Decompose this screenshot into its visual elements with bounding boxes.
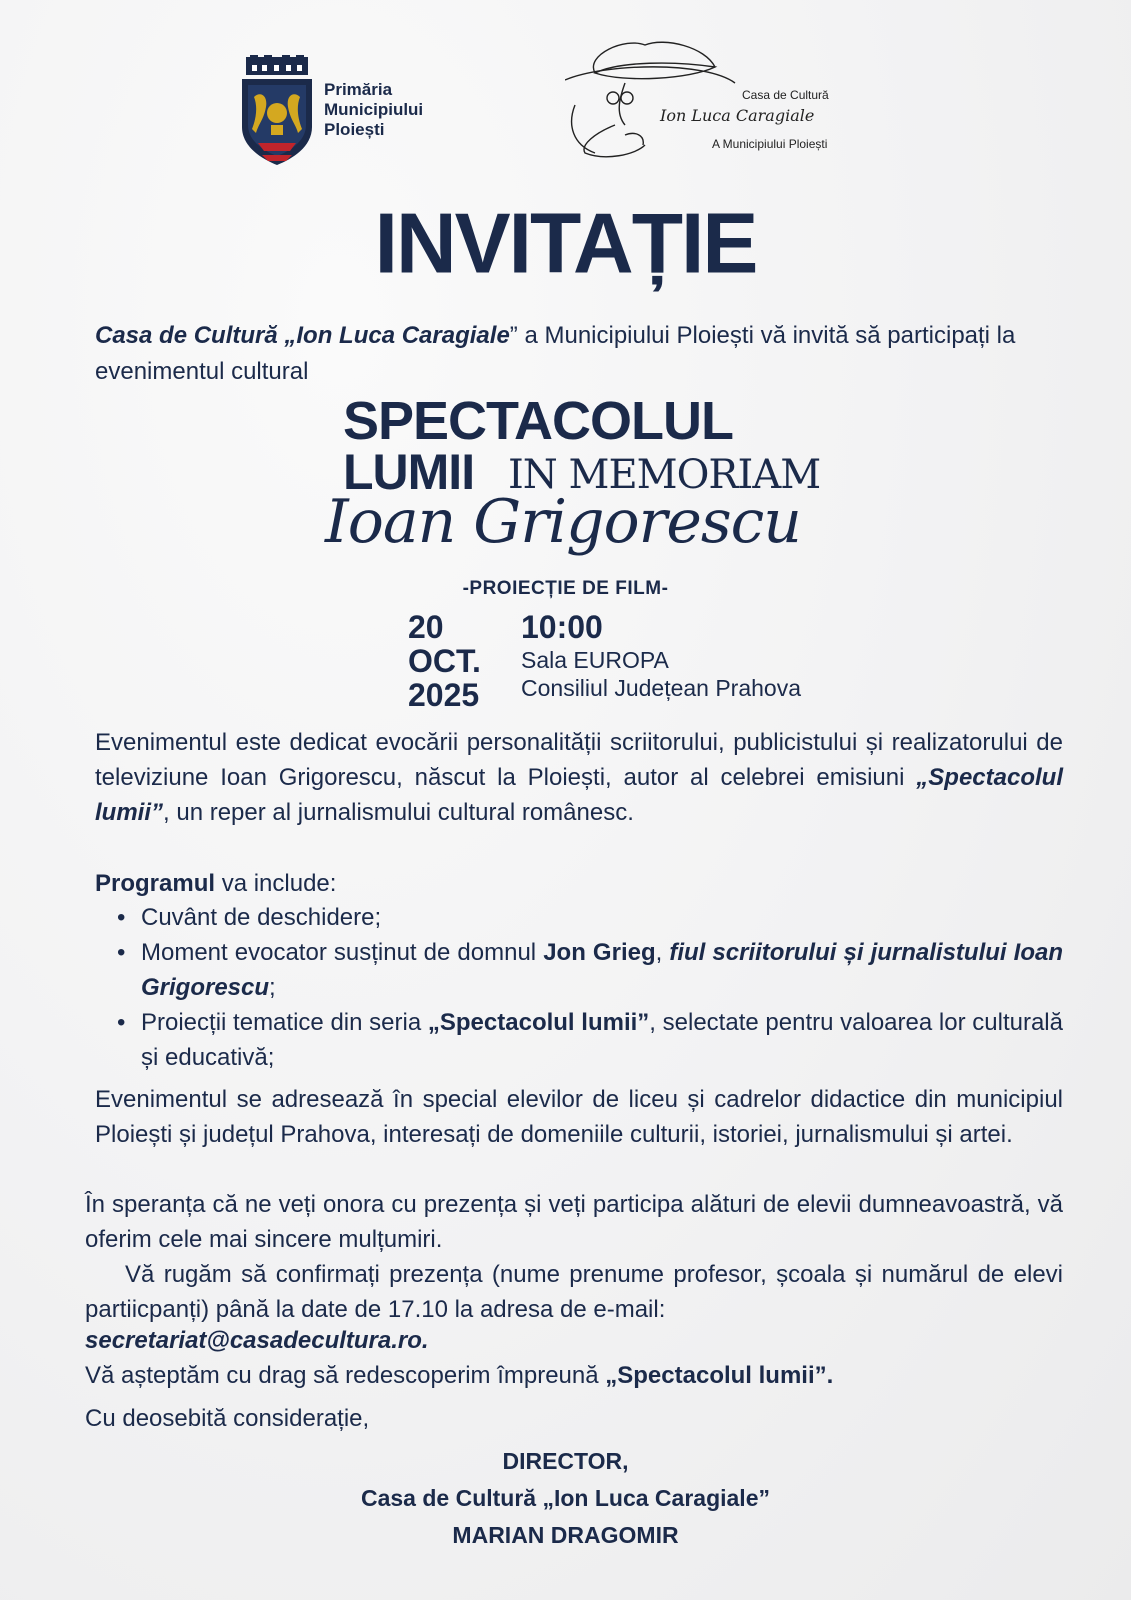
- intro-paragraph: [95, 318, 1045, 390]
- list-item-text: ,: [655, 939, 670, 966]
- event-type: -PROIECȚIE DE FILM-: [462, 578, 669, 599]
- list-item-text: ;: [269, 974, 276, 1001]
- event-month: OCT.: [408, 643, 481, 679]
- guest-description: fiul scriitorului și jurnalistului Ioan Grigorescu: [141, 939, 1063, 1001]
- list-item: [115, 935, 1063, 1005]
- list-item-text: Proiecții tematice din seria: [141, 1009, 428, 1036]
- program-text: va include:: [215, 870, 337, 897]
- event-memoriam: IN MEMORIAM: [508, 452, 821, 498]
- signature-organization: Casa de Cultură „Ion Luca Caragiale”: [360, 1485, 770, 1511]
- casa-cultura-script-name: Ion Luca Caragiale: [660, 106, 815, 125]
- primaria-name: [324, 80, 423, 140]
- list-item: [115, 1005, 1063, 1075]
- program-list: [115, 900, 1063, 1075]
- intro-text: ” a Municipiului Ploiești vă invită să participați la evenimentul cultural: [95, 322, 1016, 385]
- primaria-line-2: Municipiului: [324, 100, 424, 119]
- signature-name: MARIAN DRAGOMIR: [452, 1522, 679, 1548]
- event-honoree-name: Ioan Grigorescu: [325, 487, 801, 557]
- page-title: INVITAȚIE: [374, 195, 757, 291]
- ploiesti-coat-of-arms-logo: [240, 55, 314, 167]
- closing-show-name: „Spectacolul lumii”.: [605, 1362, 834, 1389]
- casa-cultura-small-label: Casa de Cultură: [742, 88, 829, 102]
- event-date: [408, 610, 481, 712]
- event-day: 20: [408, 609, 444, 645]
- description-text-end: , un reper al jurnalismului cultural românesc.: [163, 799, 634, 826]
- event-time: 10:00: [521, 609, 603, 645]
- signature-role: DIRECTOR,: [502, 1448, 629, 1474]
- guest-name: Jon Grieg: [543, 939, 656, 966]
- audience-paragraph: Evenimentul se adresează în special elevilor de liceu și cadrelor didactice din municipiul Ploiești și județul Prahova, interesați de domeniile culturii, istoriei, jurnalismului și artei.: [95, 1086, 1063, 1148]
- program-heading: [95, 866, 1063, 901]
- thanks-paragraph: În speranța că ne veți onora cu prezența și veți participa alături de elevii dumneavoastră, vă oferim cele mai sincere mulțumiri.: [85, 1191, 1063, 1253]
- list-item-text: Cuvânt de deschidere;: [141, 904, 382, 931]
- intro-institution: Casa de Cultură „Ion Luca Caragiale: [95, 322, 510, 349]
- series-name: „Spectacolul lumii”: [427, 1009, 650, 1036]
- program-label: Programul: [95, 870, 216, 897]
- signature-block: [0, 1443, 1131, 1554]
- closing-text: Vă așteptăm cu drag să redescoperim împreună: [85, 1362, 606, 1389]
- list-item-text: , selectate pentru valoarea lor culturală și educativă;: [141, 1009, 1063, 1071]
- event-title-line-2: LUMII: [343, 444, 475, 500]
- event-venue: Consiliul Județean Prahova: [521, 675, 802, 701]
- rsvp-paragraph: Vă rugăm să confirmați prezența (nume prenume profesor, școala și numărul de elevi partiicpanți) până la date de 17.10 la adresa de e-mail:: [85, 1261, 1063, 1323]
- list-item-text: Moment evocator susținut de domnul: [141, 939, 544, 966]
- event-title-line-1: SPECTACOLUL: [343, 391, 733, 451]
- contact-email-link[interactable]: secretariat@casadecultura.ro.: [85, 1327, 429, 1354]
- primaria-line-1: Primăria: [324, 80, 393, 99]
- primaria-line-3: Ploiești: [324, 120, 385, 139]
- casa-cultura-subtitle: A Municipiului Ploiești: [712, 137, 828, 151]
- description-text: Evenimentul este dedicat evocării personalității scriitorului, publicistului și realizatorului de televiziune Ioan Grigorescu, născut la Ploiești, autor al celebrei emisiuni: [95, 729, 1063, 791]
- event-hall: Sala EUROPA: [521, 647, 669, 673]
- list-item: [115, 900, 1063, 935]
- closing-line: [85, 1362, 833, 1390]
- event-time-place: [521, 610, 801, 702]
- show-name: „Spectacolul lumii”: [95, 764, 1063, 826]
- description-paragraph: [95, 725, 1063, 830]
- salutation: Cu deosebită considerație,: [85, 1405, 370, 1432]
- event-year: 2025: [408, 677, 480, 713]
